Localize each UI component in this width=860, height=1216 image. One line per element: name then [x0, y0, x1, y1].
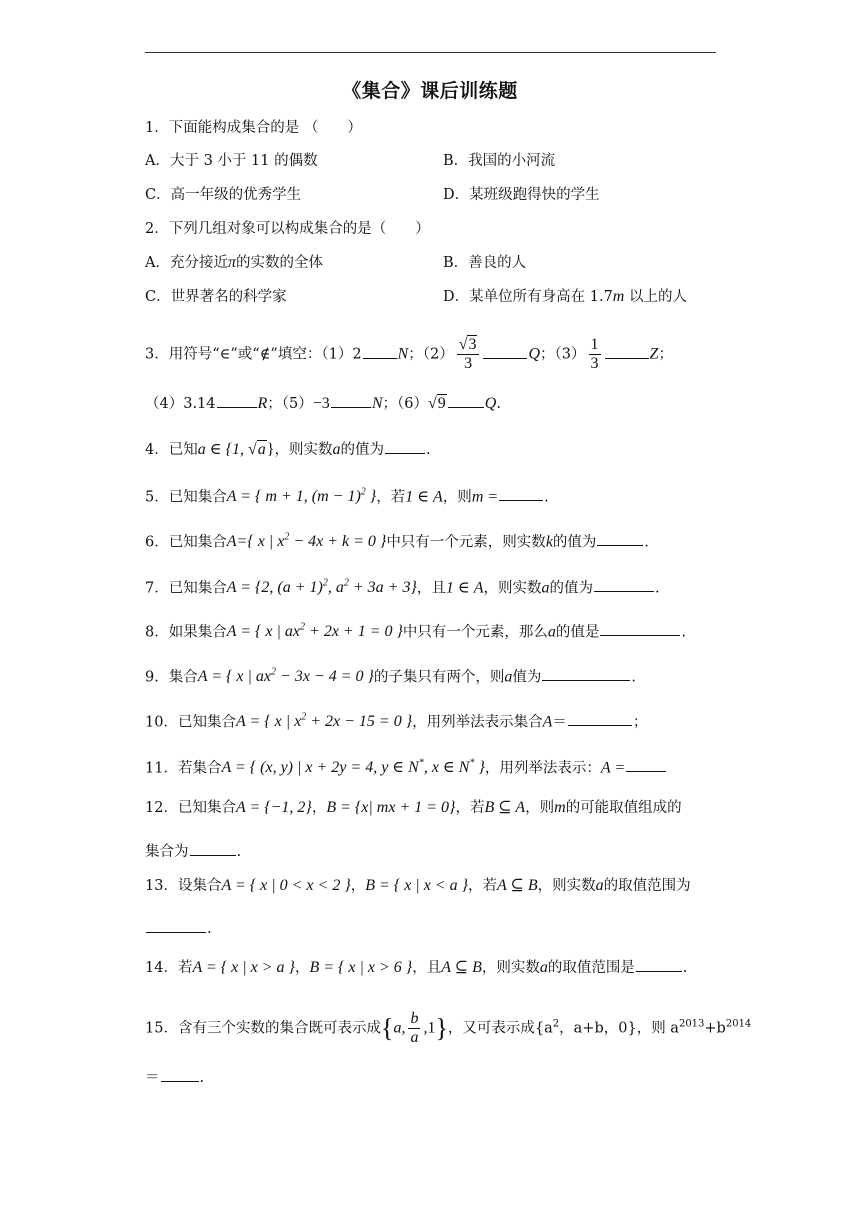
question-1-option-b: B．我国的小河流: [443, 153, 556, 169]
period: .: [207, 921, 212, 937]
answer-blank: [483, 343, 527, 359]
q5-mid2: ，则: [442, 489, 472, 506]
q4-expr: a ∈ {1,: [197, 441, 248, 458]
question-12-line-1: [145, 797, 682, 819]
q12-then: ，则: [525, 800, 555, 816]
question-2-option-a: [145, 252, 323, 274]
q5-lead: 5．已知集合: [145, 489, 227, 506]
answer-blank: [146, 917, 206, 933]
q3-part-4: （4）3.14: [145, 396, 216, 412]
question-4: [145, 438, 431, 461]
q12-post: 的可能取值组成的: [565, 800, 682, 816]
q5-expr: [227, 488, 376, 505]
comma: ，: [294, 960, 310, 976]
sqrt-a: √a: [247, 441, 266, 458]
page-title: 《集合》课后训练题: [342, 80, 518, 102]
question-2-stem: 2．下列几组对象可以构成集合的是（ ）: [145, 221, 430, 237]
q5-mid: ，若: [376, 489, 406, 506]
q3-part-3: ；（3）: [540, 346, 586, 363]
q7-mid2: ，则实数: [483, 580, 542, 597]
expr-part: }: [474, 759, 485, 777]
question-1-option-d: D．某班级跑得快的学生: [443, 187, 600, 203]
q12-line2: 集合为: [145, 844, 189, 860]
q15-equals: ＝: [145, 1070, 160, 1086]
question-14: [145, 956, 687, 979]
q13-lead: 13．设集合: [145, 878, 222, 894]
period: .: [681, 624, 687, 641]
q7-mid: ，且: [416, 580, 446, 597]
answer-blank: [385, 438, 425, 454]
q13-then: ，则实数: [537, 878, 596, 894]
radicand: 3: [468, 336, 477, 353]
exponent: *: [469, 758, 475, 769]
question-3-line-1: [145, 336, 673, 373]
exponent: 2014: [725, 1018, 752, 1030]
q9-post: 值为: [512, 669, 542, 686]
period: .: [655, 580, 660, 597]
set-q: Q: [484, 395, 497, 412]
set-a-def: A = { x | 0 < x < 2 }: [221, 877, 351, 894]
q3-part-6: ；（6）: [382, 396, 428, 412]
numerator: 1: [590, 336, 599, 353]
expr-part: A={ x | x: [226, 533, 285, 551]
var-m: m: [554, 799, 566, 816]
set-a: A: [542, 713, 553, 731]
exponent: *: [418, 758, 424, 769]
period: .: [631, 669, 637, 686]
q7-post: 的值为: [549, 580, 593, 597]
set-a-def: A = {−1, 2}: [235, 799, 312, 816]
fraction-sqrt3-over-3: $\frac{√3}{3}$: [457, 336, 480, 373]
question-15-line-2: [145, 1066, 204, 1089]
denominator: 3: [590, 355, 599, 372]
answer-blank: [217, 392, 257, 408]
question-13-line-1: [145, 875, 691, 897]
plus-b: +b: [704, 1020, 726, 1037]
period: .: [544, 489, 549, 506]
q8-post: 的值是: [555, 624, 600, 641]
question-1-option-c: C．高一年级的优秀学生: [145, 187, 302, 203]
fraction-b-over-a: [408, 1010, 420, 1047]
exponent: 2: [301, 712, 307, 723]
q3-part-5: ；（5）: [267, 396, 313, 412]
exponent: 2: [322, 578, 328, 589]
exponent: 2: [343, 578, 349, 589]
expr-part: A = { x | ax: [197, 668, 272, 686]
answer-blank: [568, 710, 632, 726]
answer-blank: [499, 485, 543, 501]
q4-mid: ，则实数: [274, 442, 333, 458]
question-1-option-a: A．大于 3 小于 11 的偶数: [145, 153, 318, 169]
answer-lhs: A =: [600, 759, 626, 777]
expr-part: + 3a + 3}: [348, 579, 417, 597]
answer-blank: [190, 840, 236, 856]
question-8: [145, 617, 686, 643]
question-2-option-b: B．善良的人: [443, 255, 527, 271]
q8-lead: 8．如果集合: [145, 624, 227, 641]
exponent: 2: [284, 532, 290, 543]
q14-post: 的取值范围是: [547, 960, 635, 976]
period: .: [425, 442, 431, 458]
question-10: [145, 707, 647, 733]
period: ．: [644, 534, 659, 551]
q14-then: ，则实数: [481, 960, 540, 976]
subset-relation: A ⊆ B: [441, 959, 482, 976]
question-9: [145, 662, 636, 688]
neg-three: −3: [312, 395, 330, 412]
q3-lead: 3．用符号“∈”或“∉”填空：（1）2: [145, 346, 362, 363]
expr-part: A = { x | ax: [226, 623, 301, 641]
expr-part: + 2x − 15 = 0 }: [306, 713, 413, 731]
q9-expr: [198, 668, 374, 685]
q3-part-2: ；（2）: [408, 346, 454, 363]
period: .: [682, 960, 688, 976]
q12-if: ，若: [455, 800, 485, 816]
unit-m: m: [612, 288, 625, 305]
sqrt-9: √9: [427, 395, 446, 412]
set-z: Z: [649, 345, 659, 363]
q14-lead: 14．若: [145, 960, 193, 976]
set-a-def: A = { x | x > a }: [192, 959, 295, 976]
set-q: Q: [528, 345, 541, 363]
expr-part: + 2x + 1 = 0 }: [305, 623, 403, 641]
answer-blank: [594, 576, 654, 592]
question-6: [145, 527, 659, 553]
fraction-1-over-3: [589, 336, 601, 373]
expr-part: , x ∈ N: [423, 759, 470, 777]
period: .: [496, 396, 501, 412]
question-5: [145, 482, 549, 508]
q6-expr: [227, 533, 387, 550]
q6-mid: 中只有一个元素，则实数: [386, 534, 546, 551]
q6-lead: 6．已知集合: [145, 534, 227, 551]
var-a: a: [504, 668, 513, 686]
question-2-option-c: C．世界著名的科学家: [145, 289, 287, 305]
set-n: N: [371, 395, 383, 412]
brace: }: [266, 441, 275, 458]
q15-lead: 15．含有三个实数的集合既可表示成: [145, 1020, 381, 1037]
set-b-def: B = { x | x < a }: [365, 877, 468, 894]
subset-relation: B ⊆ A: [484, 799, 526, 816]
expr-part: A = { m + 1, (m − 1): [226, 488, 361, 506]
exponent: 2013: [678, 1018, 705, 1030]
var-a: a: [539, 959, 548, 976]
q8-mid: 中只有一个元素，那么: [402, 624, 548, 641]
right-brace: }: [435, 1013, 448, 1043]
denominator: 3: [464, 355, 473, 372]
q7-lead: 7．已知集合: [145, 580, 227, 597]
option-d-text: D．某单位所有身高在 1.7: [443, 289, 613, 305]
q4-post: 的值为: [340, 442, 384, 458]
answer-blank: [605, 343, 649, 359]
q11-expr: [221, 759, 484, 776]
question-2-option-d: [443, 286, 687, 308]
q11-mid: ，用列举法表示：: [484, 760, 601, 777]
exponent: 2: [360, 487, 366, 498]
exponent: 2: [271, 667, 277, 678]
q10-expr: [236, 713, 412, 730]
q4-lead: 4．已知: [145, 442, 198, 458]
period: .: [199, 1070, 205, 1086]
set-r: R: [257, 395, 268, 412]
denominator: a: [410, 1029, 419, 1046]
expr-part: A = {2, (a + 1): [226, 579, 323, 597]
answer-blank: [542, 665, 630, 681]
comma: ，: [350, 878, 366, 894]
subset-relation: A ⊆ B: [497, 877, 538, 894]
q10-post: ＝: [552, 714, 567, 731]
set-b-def: B = { x | x > 6 }: [309, 959, 413, 976]
expr-part: , a: [327, 579, 344, 597]
q14-and: ，且: [412, 960, 442, 976]
q10-mid: ，用列举法表示集合: [412, 714, 543, 731]
numerator: b: [410, 1010, 419, 1027]
q12-lead: 12．已知集合: [145, 800, 236, 816]
q11-lead: 11．若集合: [145, 760, 222, 777]
element-one: ,1: [423, 1019, 436, 1037]
q6-post: 的值为: [552, 534, 597, 551]
comma: ，: [311, 800, 327, 816]
question-11: [145, 753, 667, 779]
q15-mid: ，又可表示成{a: [447, 1020, 553, 1037]
q8-expr: [227, 623, 403, 640]
option-d-text-end: 以上的人: [624, 289, 687, 305]
radicand: 9: [437, 395, 446, 412]
answer-blank: [363, 343, 397, 359]
exponent: 2: [552, 1018, 560, 1030]
answer-blank: [600, 620, 680, 636]
question-13-line-2: [145, 917, 212, 940]
question-1-stem: 1．下面能构成集合的是 （ ）: [145, 120, 362, 136]
question-12-line-2: [145, 840, 241, 863]
q7-expr: [227, 579, 417, 596]
q15-mid2: ，a+b，0}，则 a: [559, 1020, 679, 1037]
exponent: 2: [300, 622, 306, 633]
q13-post: 的取值范围为: [603, 878, 691, 894]
semicolon: ；: [658, 346, 673, 363]
period: .: [236, 844, 242, 860]
q9-lead: 9．集合: [145, 669, 198, 686]
question-7: [145, 573, 660, 599]
answer-blank: [636, 956, 682, 972]
expr-part: A = { x | x: [235, 713, 302, 731]
header-rule: [145, 52, 716, 53]
left-brace: {: [380, 1013, 394, 1043]
answer-blank: [448, 392, 484, 408]
answer-blank: [597, 530, 643, 546]
answer-blank: [161, 1066, 199, 1082]
q10-lead: 10．已知集合: [145, 714, 236, 731]
answer-blank: [331, 392, 371, 408]
expr-part: A = { (x, y) | x + 2y = 4, y ∈ N: [221, 759, 419, 777]
var-k: k: [545, 533, 553, 551]
option-a-text: A．充分接近: [145, 255, 228, 271]
semicolon: ；: [632, 714, 648, 731]
membership: 1 ∈ A: [405, 488, 443, 506]
radicand: a: [257, 441, 266, 458]
question-15-line-1: [145, 1010, 751, 1047]
set-b-def: B = {x| mx + 1 = 0}: [326, 799, 456, 816]
answer-blank: [626, 756, 666, 772]
q13-if: ，若: [468, 878, 497, 894]
var-a: a: [547, 623, 556, 641]
expr-part: − 3x − 4 = 0 }: [276, 668, 374, 686]
var-a: a: [541, 579, 550, 597]
var-a: a: [595, 877, 604, 894]
var-a: a,: [393, 1019, 406, 1037]
q9-mid: 的子集只有两个，则: [373, 669, 505, 686]
pi-symbol: π: [227, 254, 236, 271]
membership: 1 ∈ A: [445, 579, 484, 597]
expr-part: − 4x + k = 0 }: [289, 533, 387, 551]
var-a: a: [332, 441, 341, 458]
expr-part: }: [365, 488, 377, 506]
question-3-line-2: [145, 392, 501, 415]
set-n: N: [397, 345, 409, 363]
option-a-text-end: 的实数的全体: [236, 255, 323, 271]
var-m: m =: [471, 488, 499, 506]
